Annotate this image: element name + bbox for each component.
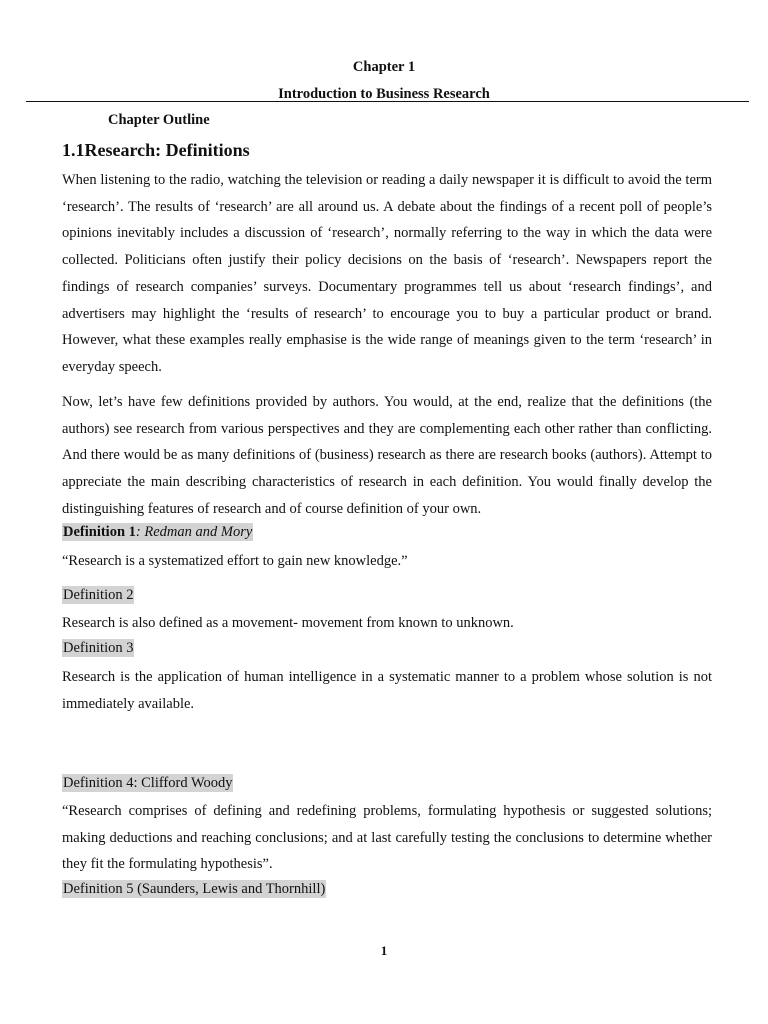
chapter-title: Introduction to Business Research xyxy=(278,86,490,102)
definitions-intro-paragraph: Now, let’s have few definitions provided by authors. You would, at the end, realize that the definitions (the authors) see research from various perspectives and they are complementing each other rather than conflicting. And there would be as many definitions of (business) research as there are research books (authors). Attempt to appreciate the main describing characteristics of research in each definition. You would finally develop the distinguishing features of research and of course definition of your own. xyxy=(62,394,712,517)
chapter-number: Chapter 1 xyxy=(352,59,416,75)
page-number: 1 xyxy=(380,943,388,958)
definition-5-heading xyxy=(62,881,326,898)
definition-3-heading xyxy=(62,640,134,657)
definition-1-text: “Research is a systematized effort to gain new knowledge.” xyxy=(62,553,408,569)
definition-2-label: Definition 2 xyxy=(63,587,134,603)
definition-1-label: Definition 1 xyxy=(63,524,136,540)
definition-2-heading xyxy=(62,587,134,604)
definition-2-text: Research is also defined as a movement- movement from known to unknown. xyxy=(62,615,514,631)
definition-4-heading xyxy=(62,775,233,792)
header-rule xyxy=(26,101,749,102)
definition-5-label: Definition 5 (Saunders, Lewis and Thornhill) xyxy=(63,881,326,897)
definition-3-text: Research is the application of human intelligence in a systematic manner to a problem whose solution is not immediately available. xyxy=(62,669,712,712)
definition-1-heading xyxy=(62,524,253,541)
section-heading: 1.1Research: Definitions xyxy=(62,140,250,160)
definition-1-author: : Redman and Mory xyxy=(135,524,253,540)
chapter-outline-label: Chapter Outline xyxy=(108,112,210,128)
definition-4-label: Definition 4: Clifford Woody xyxy=(63,775,233,791)
definition-3-label: Definition 3 xyxy=(63,640,134,656)
intro-paragraph: When listening to the radio, watching the television or reading a daily newspaper it is difficult to avoid the term ‘research’. The results of ‘research’ are all around us. A debate about the findings of a recent poll of people’s opinions inevitably includes a discussion of ‘research’, normally referring to the way in which the data were collected. Politicians often justify their policy decisions on the basis of ‘research’. Newspapers report the findings of research companies’ surveys. Documentary programmes tell us about ‘research findings’, and advertisers may highlight the ‘results of research’ to encourage you to buy a particular product or brand. However, what these examples really emphasise is the wide range of meanings given to the term ‘research’ in everyday speech. xyxy=(62,172,712,375)
definition-4-text: “Research comprises of defining and redefining problems, formulating hypothesis or suggested solutions; making deductions and reaching conclusions; and at last carefully testing the conclusions to determine whether they fit the formulating hypothesis”. xyxy=(62,803,712,873)
